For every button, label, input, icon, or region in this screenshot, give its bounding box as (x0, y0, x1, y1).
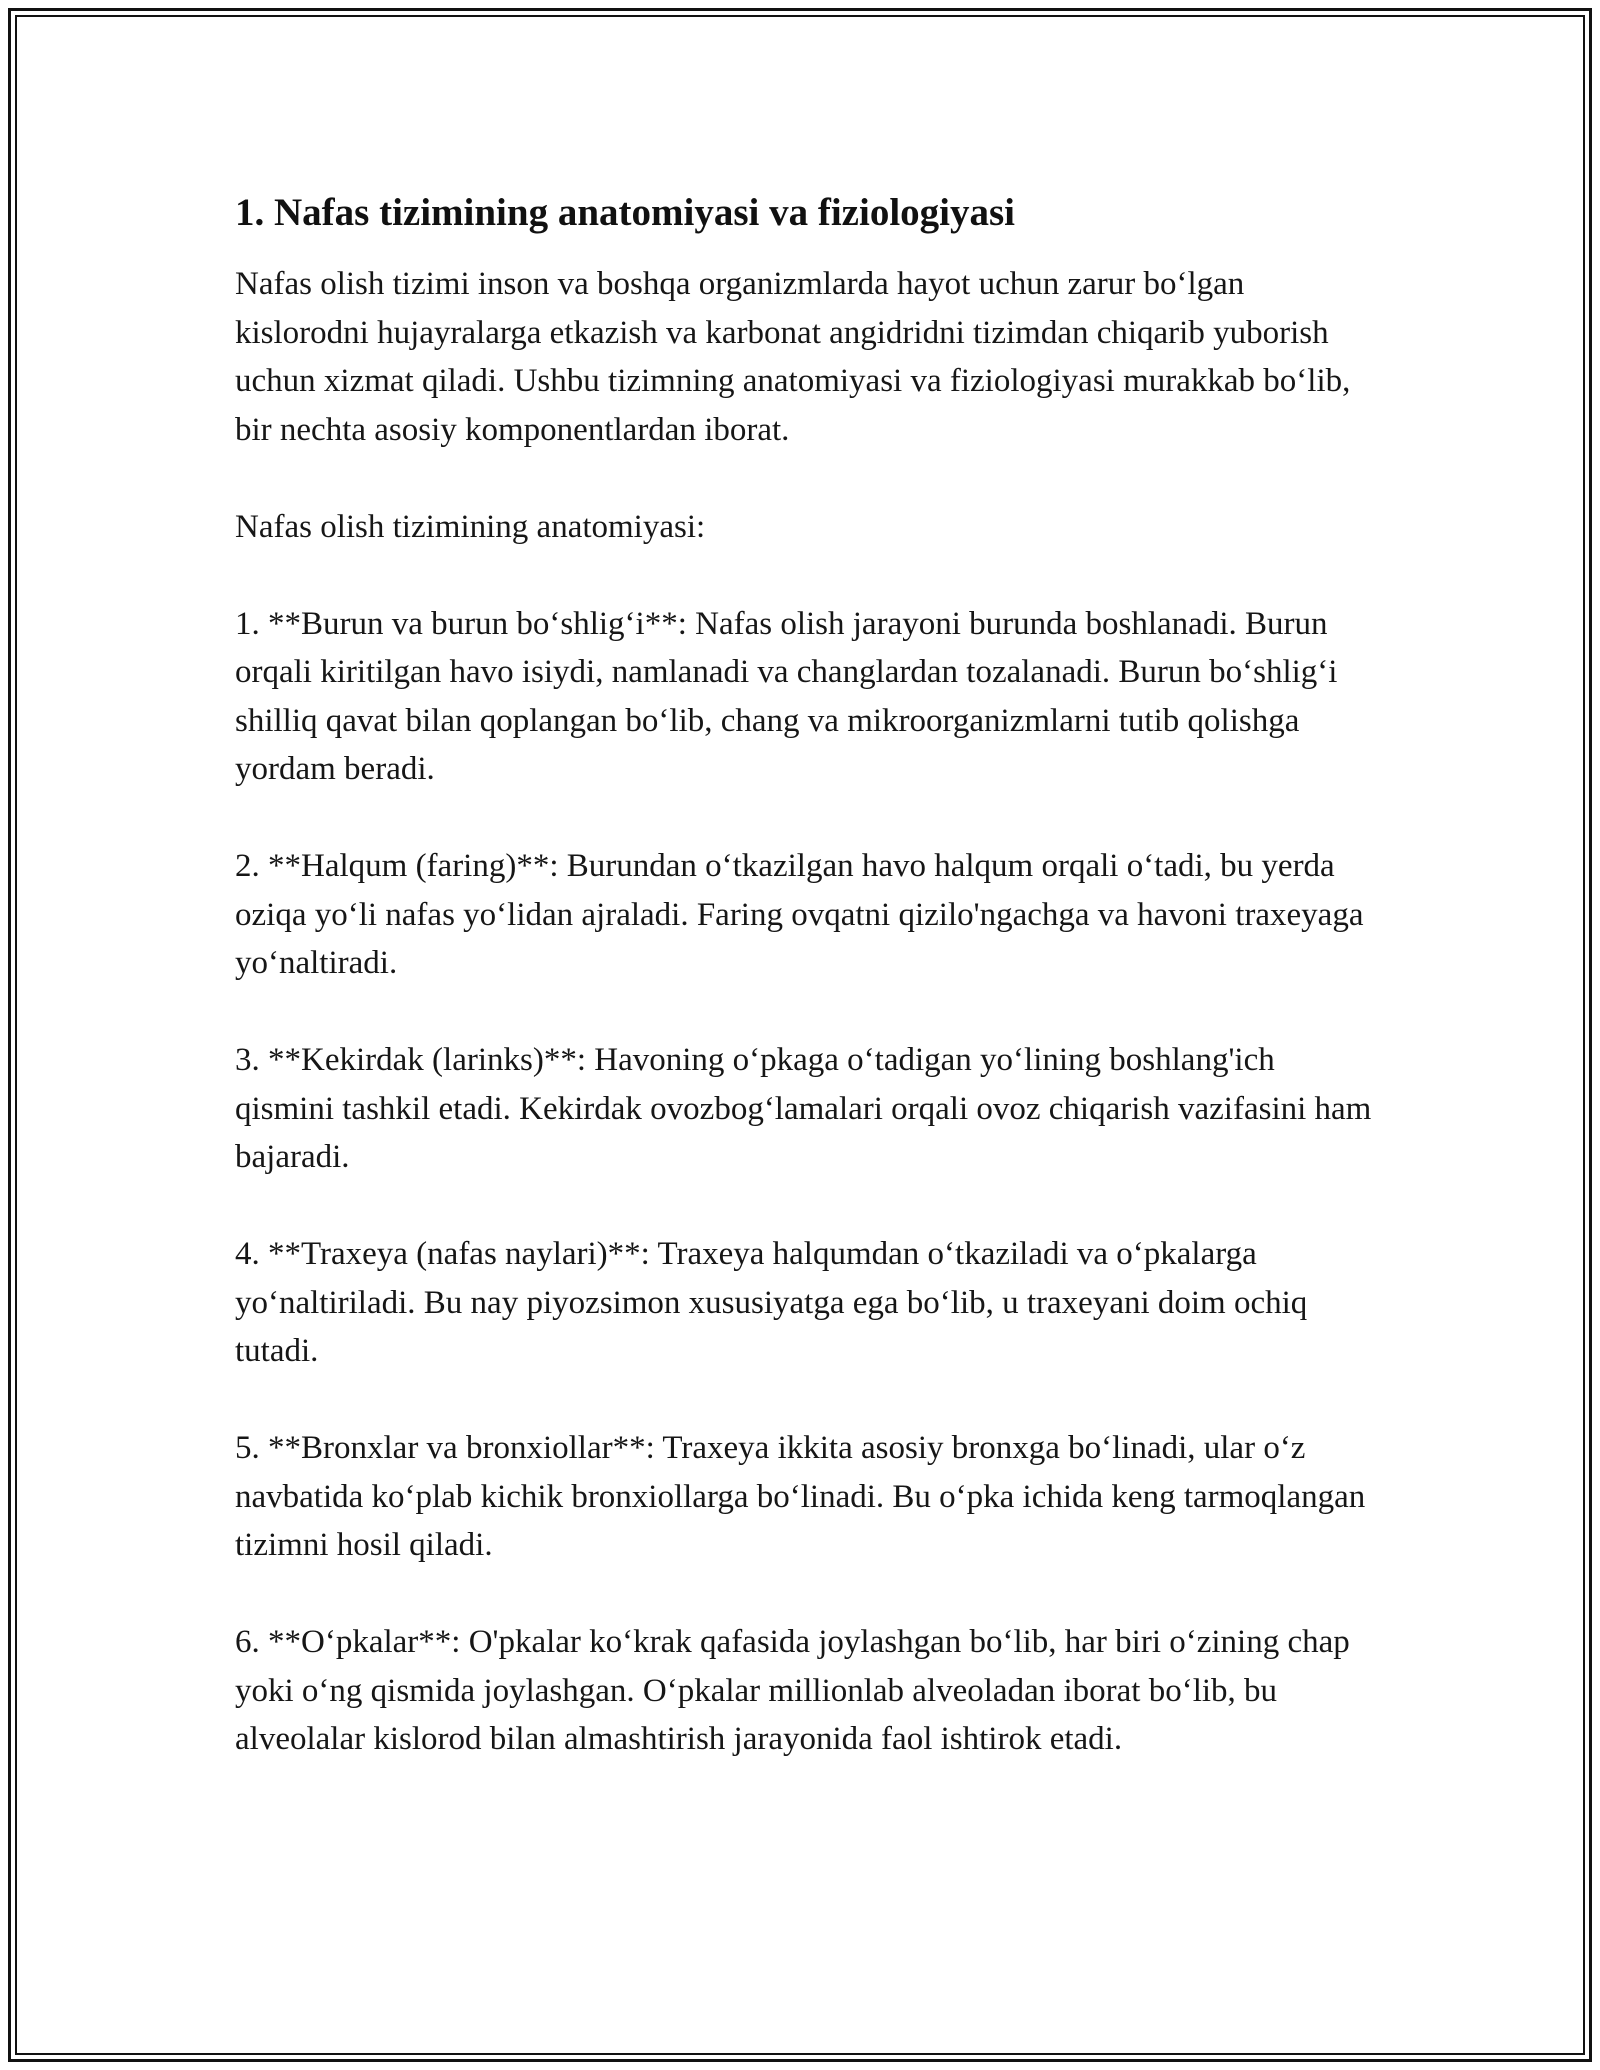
list-item-lungs: 6. **O‘pkalar**: O'pkalar ko‘krak qafasida joylashgan bo‘lib, har biri o‘zining chap yoki o‘ng qismida joylashgan. O‘pkalar millionlab alveoladan iborat bo‘lib, bu alveolalar kislorod bilan almashtirish jarayonida faol ishtirok etadi. (235, 1624, 1350, 1757)
list-item-trachea: 4. **Traxeya (nafas naylari)**: Traxeya halqumdan o‘tkaziladi va o‘pkalarga yo‘naltiriladi. Bu nay piyozsimon xususiyatga ega bo‘lib, u traxeyani doim ochiq tutadi. (235, 1236, 1308, 1369)
anatomy-subheading: Nafas olish tizimining anatomiyasi: (235, 508, 706, 545)
list-item-larynx: 3. **Kekirdak (larinks)**: Havoning o‘pkaga o‘tadigan yo‘lining boshlang'ich qismini tashkil etadi. Kekirdak ovozbog‘lamalari orqali ovoz chiqarish vazifasini ham bajaradi. (235, 1042, 1372, 1175)
document-body (235, 186, 1375, 1812)
section-heading: 1. Nafas tizimining anatomiyasi va fiziologiyasi (235, 191, 1015, 234)
list-item-pharynx: 2. **Halqum (faring)**: Burundan o‘tkazilgan havo halqum orqali o‘tadi, bu yerda oziqa yo‘li nafas yo‘lidan ajraladi. Faring ovqatni qizilo'ngachga va havoni traxeyaga yo‘naltiradi. (235, 848, 1364, 981)
intro-paragraph: Nafas olish tizimi inson va boshqa organizmlarda hayot uchun zarur bo‘lgan kislorodni hujayralarga etkazish va karbonat angidridni tizimdan chiqarib yuborish uchun xizmat qiladi. Ushbu tizimning anatomiyasi va fiziologiyasi murakkab bo‘lib, bir nechta asosiy komponentlardan iborat. (235, 266, 1351, 448)
list-item-nose: 1. **Burun va burun bo‘shlig‘i**: Nafas olish jarayoni burunda boshlanadi. Burun orqali kiritilgan havo isiydi, namlanadi va changlardan tozalanadi. Burun bo‘shlig‘i shilliq qavat bilan qoplangan bo‘lib, chang va mikroorganizmlarni tutib qolishga yordam beradi. (235, 605, 1338, 787)
list-item-bronchi: 5. **Bronxlar va bronxiollar**: Traxeya ikkita asosiy bronxga bo‘linadi, ular o‘z navbatida ko‘plab kichik bronxiollarga bo‘linadi. Bu o‘pka ichida keng tarmoqlangan tizimni hosil qiladi. (235, 1430, 1366, 1563)
